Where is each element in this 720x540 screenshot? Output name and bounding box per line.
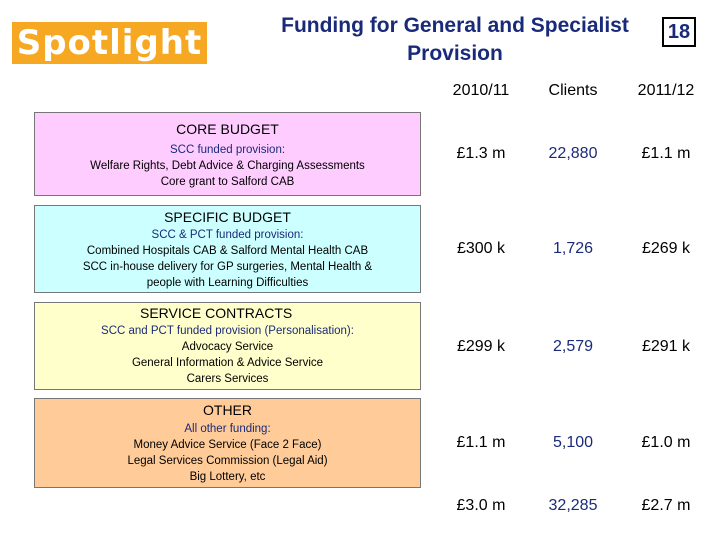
specific-budget-line: SCC in-house delivery for GP surgeries, Mental Health & [82,261,373,273]
service-contracts-2011-12: £291 k [641,338,691,355]
other-line: Legal Services Commission (Legal Aid) [127,455,328,467]
total-clients: 32,285 [548,497,598,514]
specific-budget-2010-11: £300 k [456,240,506,257]
page-number: 18 [662,17,696,47]
specific-budget-line: people with Learning Difficulties [146,277,309,289]
core-budget-2010-11: £1.3 m [456,145,506,162]
other-line: All other funding: [184,423,271,435]
service-contracts-line: Carers Services [186,373,269,385]
service-contracts-2010-11: £299 k [456,338,506,355]
specific-budget-line: SCC & PCT funded provision: [151,229,304,241]
column-header-2010-11: 2010/11 [452,82,510,99]
other-2011-12: £1.0 m [641,434,691,451]
total-2010-11: £3.0 m [456,497,506,514]
column-header-clients: Clients [548,82,598,99]
spotlight-logo: Spotlight [12,22,207,64]
core-budget-clients: 22,880 [548,145,598,162]
core-budget-line: Core grant to Salford CAB [160,176,295,188]
other-2010-11: £1.1 m [456,434,506,451]
other-heading: OTHER [203,402,252,418]
core-budget-line: SCC funded provision: [169,144,286,156]
column-header-2011-12: 2011/12 [637,82,695,99]
specific-budget-2011-12: £269 k [641,240,691,257]
other-line: Big Lottery, etc [189,471,266,483]
service-contracts-line: General Information & Advice Service [131,357,324,369]
total-2011-12: £2.7 m [641,497,691,514]
other-line: Money Advice Service (Face 2 Face) [133,439,322,451]
specific-budget-heading: SPECIFIC BUDGET [164,209,291,225]
service-contracts-line: Advocacy Service [181,341,274,353]
specific-budget-box [34,205,421,293]
service-contracts-box [34,302,421,390]
core-budget-heading: CORE BUDGET [176,121,279,137]
service-contracts-clients: 2,579 [552,338,594,355]
specific-budget-line: Combined Hospitals CAB & Salford Mental Health CAB [86,245,369,257]
service-contracts-line: SCC and PCT funded provision (Personalisation): [101,325,354,337]
core-budget-box [34,112,421,196]
slide-title: Funding for General and Specialist Provision [281,14,629,65]
other-box [34,398,421,488]
service-contracts-heading: SERVICE CONTRACTS [140,305,293,321]
specific-budget-clients: 1,726 [552,240,594,257]
other-clients: 5,100 [552,434,594,451]
core-budget-line: Welfare Rights, Debt Advice & Charging Assessments [90,160,365,172]
core-budget-2011-12: £1.1 m [641,145,691,162]
